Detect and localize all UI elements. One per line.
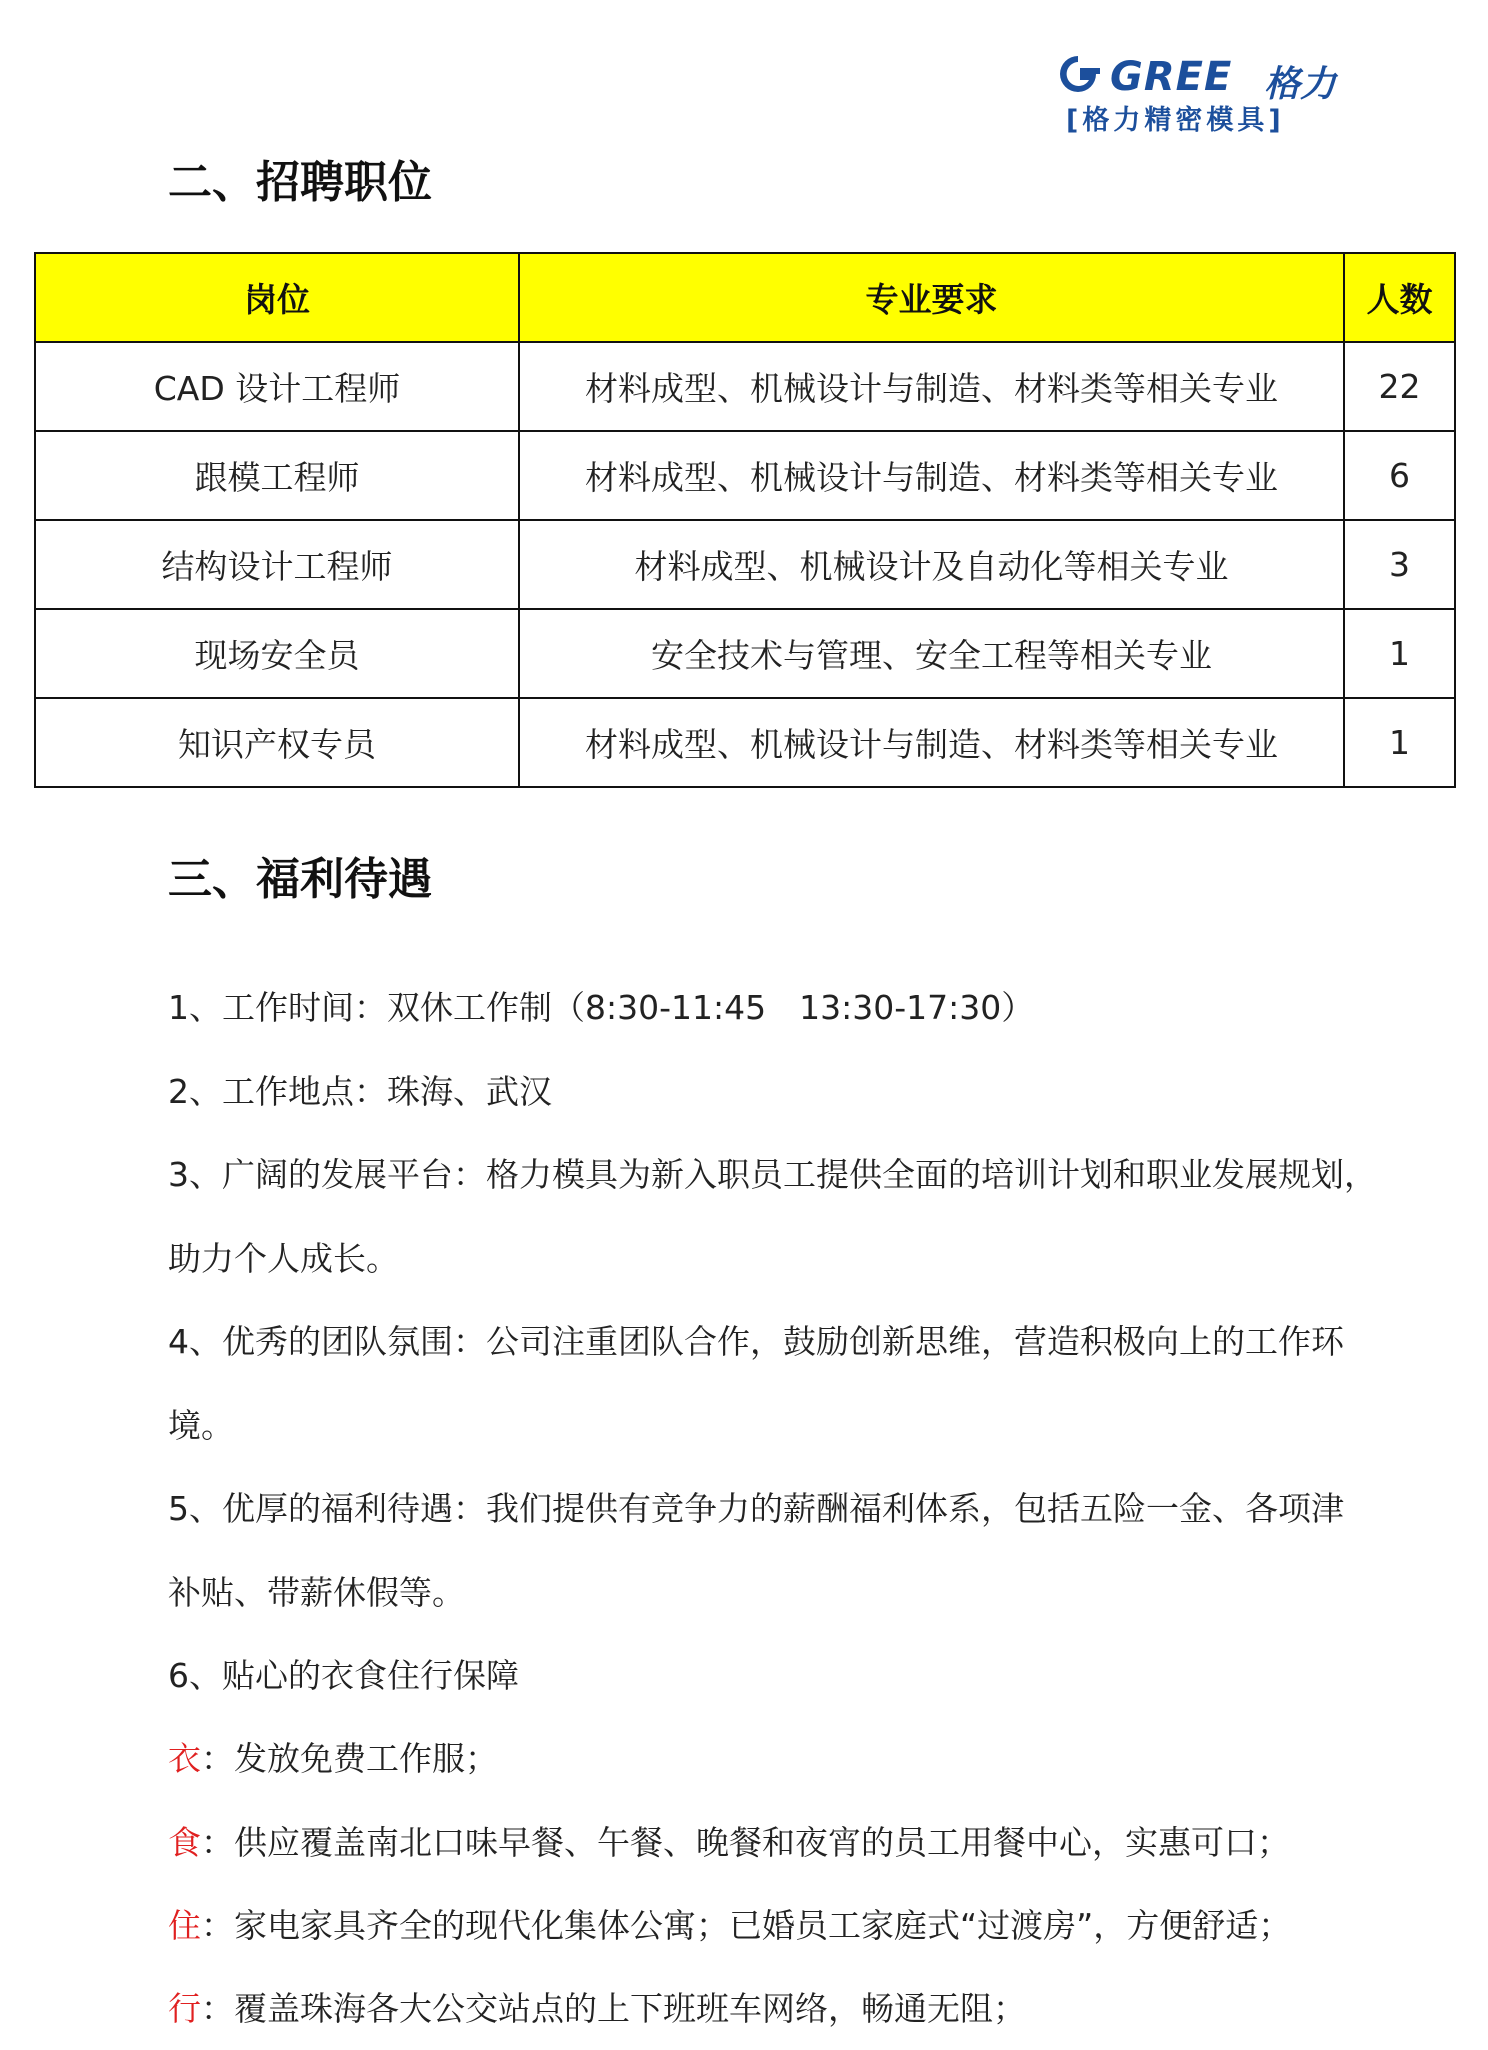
guarantee-key: 住 [168,1906,201,1945]
gree-emblem-icon [1052,52,1104,96]
benefit-line-3-cont: 助力个人成长。 [168,1239,399,1278]
guarantee-transport [168,1983,1026,2030]
benefit-line-3: 3、广阔的发展平台：格力模具为新入职员工提供全面的培训计划和职业发展规划， [168,1155,1377,1194]
header-major: 专业要求 [519,253,1344,342]
guarantee-text: ：覆盖珠海各大公交站点的上下班班车网络，畅通无阻； [201,1989,1026,2028]
cell-count: 1 [1344,698,1455,787]
logo-brand-cn: 格力 [1264,64,1337,105]
section-title-positions: 二、招聘职位 [168,157,432,208]
table-row [35,520,1455,609]
cell-position: 知识产权专员 [35,698,519,787]
benefit-line-5: 5、优厚的福利待遇：我们提供有竞争力的薪酬福利体系，包括五险一金、各项津 [168,1489,1344,1528]
table-row [35,609,1455,698]
gree-logo [1052,52,1352,136]
benefit-line-1: 1、工作时间：双休工作制（8:30-11:45 13:30-17:30） [168,988,1035,1027]
logo-subtitle: [格力精密模具] [1066,105,1285,136]
cell-count: 22 [1344,342,1455,431]
guarantee-text: ：家电家具齐全的现代化集体公寓；已婚员工家庭式“过渡房”，方便舒适； [201,1906,1292,1945]
header-count: 人数 [1344,253,1455,342]
benefit-line-2: 2、工作地点：珠海、武汉 [168,1072,552,1111]
benefit-line-6: 6、贴心的衣食住行保障 [168,1656,519,1695]
table-row [35,431,1455,520]
cell-major: 材料成型、机械设计与制造、材料类等相关专业 [519,342,1344,431]
guarantee-key: 食 [168,1823,201,1862]
table-header-row [35,253,1455,342]
section-title-benefits: 三、福利待遇 [168,854,432,905]
benefit-line-4-cont: 境。 [168,1406,234,1445]
guarantee-key: 衣 [168,1739,201,1778]
jobs-table [34,252,1456,788]
logo-brand-text: GREE [1110,54,1233,100]
header-position: 岗位 [35,253,519,342]
cell-position: 跟模工程师 [35,431,519,520]
cell-count: 1 [1344,609,1455,698]
guarantee-clothing [168,1733,498,1780]
guarantee-text: ：供应覆盖南北口味早餐、午餐、晚餐和夜宵的员工用餐中心，实惠可口； [201,1823,1290,1862]
benefit-line-5-cont: 补贴、带薪休假等。 [168,1573,465,1612]
table-row [35,698,1455,787]
guarantee-key: 行 [168,1989,201,2028]
cell-major: 安全技术与管理、安全工程等相关专业 [519,609,1344,698]
guarantee-housing [168,1900,1291,1947]
cell-count: 6 [1344,431,1455,520]
cell-major: 材料成型、机械设计与制造、材料类等相关专业 [519,431,1344,520]
cell-position: 现场安全员 [35,609,519,698]
cell-major: 材料成型、机械设计及自动化等相关专业 [519,520,1344,609]
cell-count: 3 [1344,520,1455,609]
cell-position: 结构设计工程师 [35,520,519,609]
cell-position: CAD 设计工程师 [35,342,519,431]
cell-major: 材料成型、机械设计与制造、材料类等相关专业 [519,698,1344,787]
guarantee-text: ：发放免费工作服； [201,1739,498,1778]
benefit-line-4: 4、优秀的团队氛围：公司注重团队合作，鼓励创新思维，营造积极向上的工作环 [168,1322,1344,1361]
guarantee-food [168,1817,1290,1864]
table-row [35,342,1455,431]
